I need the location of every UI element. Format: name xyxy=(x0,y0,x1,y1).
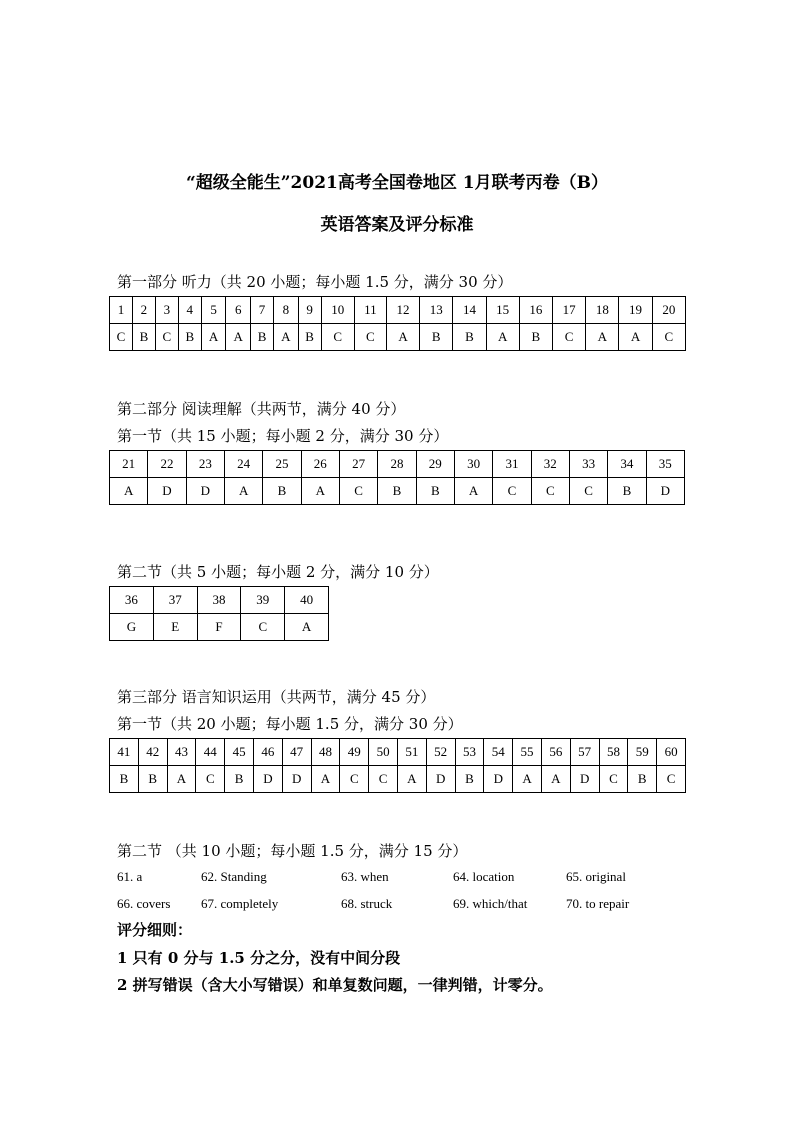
question-number: 34 xyxy=(608,451,646,478)
answer-cell: C xyxy=(553,324,586,351)
answer-cell: A xyxy=(619,324,652,351)
part1-heading: 第一部分 听力（共 20 小题；每小题 1.5 分，满分 30 分） xyxy=(117,273,513,291)
answer-cell: A xyxy=(224,478,262,505)
answer-cell: B xyxy=(298,324,321,351)
question-number: 29 xyxy=(416,451,454,478)
part2-section1-heading: 第一节（共 15 小题；每小题 2 分，满分 30 分） xyxy=(117,427,449,445)
answer-cell: B xyxy=(225,766,254,793)
question-number: 44 xyxy=(196,739,225,766)
fill-in-answer: 65. original xyxy=(566,869,626,884)
answer-cell: B xyxy=(420,324,453,351)
question-number: 8 xyxy=(274,297,299,324)
question-number: 17 xyxy=(553,297,586,324)
question-number: 49 xyxy=(340,739,369,766)
part2-section2-heading: 第二节（共 5 小题；每小题 2 分，满分 10 分） xyxy=(117,563,439,581)
answer-cell: C xyxy=(569,478,607,505)
table-row-numbers xyxy=(110,739,686,766)
question-number: 27 xyxy=(339,451,377,478)
answer-cell: A xyxy=(386,324,419,351)
question-number: 11 xyxy=(354,297,386,324)
answer-cell: A xyxy=(274,324,299,351)
answer-cell: C xyxy=(340,766,369,793)
answer-cell: D xyxy=(646,478,684,505)
question-number: 25 xyxy=(263,451,301,478)
question-number: 14 xyxy=(453,297,486,324)
fill-in-answer: 63. when xyxy=(341,869,389,884)
question-number: 47 xyxy=(282,739,311,766)
answer-cell: D xyxy=(148,478,186,505)
question-number: 31 xyxy=(493,451,531,478)
answer-cell: A xyxy=(311,766,340,793)
question-number: 12 xyxy=(386,297,419,324)
answer-cell: A xyxy=(167,766,196,793)
question-number: 39 xyxy=(241,587,285,614)
part2-section1-answer-table xyxy=(109,450,685,505)
table-row-numbers xyxy=(110,451,685,478)
question-number: 6 xyxy=(226,297,251,324)
answer-cell: B xyxy=(138,766,167,793)
fill-in-answer: 64. location xyxy=(453,869,515,884)
question-number: 38 xyxy=(197,587,241,614)
part3-section1-answer-table xyxy=(109,738,686,793)
fill-in-answer: 61. a xyxy=(117,869,143,884)
question-number: 20 xyxy=(652,297,685,324)
answer-cell: B xyxy=(110,766,139,793)
table-row-answers xyxy=(110,478,685,505)
rule-item: 2 拼写错误（含大小写错误）和单复数问题，一律判错，计零分。 xyxy=(117,976,553,994)
answer-cell: A xyxy=(513,766,542,793)
answer-cell: D xyxy=(282,766,311,793)
answer-cell: B xyxy=(378,478,416,505)
answer-cell: C xyxy=(652,324,685,351)
question-number: 57 xyxy=(570,739,599,766)
answer-cell: A xyxy=(397,766,426,793)
question-number: 51 xyxy=(397,739,426,766)
question-number: 48 xyxy=(311,739,340,766)
answer-cell: C xyxy=(354,324,386,351)
answer-cell: D xyxy=(484,766,513,793)
answer-cell: B xyxy=(608,478,646,505)
question-number: 54 xyxy=(484,739,513,766)
question-number: 60 xyxy=(657,739,686,766)
question-number: 46 xyxy=(253,739,282,766)
question-number: 37 xyxy=(153,587,197,614)
question-number: 33 xyxy=(569,451,607,478)
fill-in-answer: 70. to repair xyxy=(566,896,630,911)
rules-heading: 评分细则： xyxy=(117,921,193,939)
answer-cell: C xyxy=(241,614,285,641)
table-row-answers xyxy=(110,766,686,793)
answer-cell: C xyxy=(155,324,178,351)
question-number: 15 xyxy=(486,297,519,324)
document-subtitle: 英语答案及评分标准 xyxy=(320,215,474,235)
question-number: 1 xyxy=(110,297,133,324)
question-number: 40 xyxy=(285,587,329,614)
question-number: 58 xyxy=(599,739,628,766)
table-row-answers xyxy=(110,614,329,641)
fill-in-answer: 62. Standing xyxy=(201,869,267,884)
part2-heading: 第二部分 阅读理解（共两节，满分 40 分） xyxy=(117,400,406,418)
question-number: 5 xyxy=(201,297,226,324)
question-number: 2 xyxy=(132,297,155,324)
answer-cell: A xyxy=(454,478,492,505)
question-number: 3 xyxy=(155,297,178,324)
table-row-numbers xyxy=(110,587,329,614)
question-number: 22 xyxy=(148,451,186,478)
answer-cell: C xyxy=(657,766,686,793)
question-number: 42 xyxy=(138,739,167,766)
answer-cell: C xyxy=(321,324,354,351)
table-row-answers xyxy=(110,324,686,351)
question-number: 59 xyxy=(628,739,657,766)
part2-section2-answer-table xyxy=(109,586,329,641)
answer-cell: A xyxy=(110,478,148,505)
question-number: 19 xyxy=(619,297,652,324)
answer-cell: E xyxy=(153,614,197,641)
answer-cell: B xyxy=(263,478,301,505)
answer-cell: G xyxy=(110,614,154,641)
answer-cell: C xyxy=(531,478,569,505)
question-number: 7 xyxy=(251,297,274,324)
question-number: 21 xyxy=(110,451,148,478)
table-row-numbers xyxy=(110,297,686,324)
question-number: 50 xyxy=(369,739,398,766)
question-number: 35 xyxy=(646,451,684,478)
answer-cell: A xyxy=(586,324,619,351)
question-number: 4 xyxy=(178,297,201,324)
rule-item: 1 只有 0 分与 1.5 分之分，没有中间分段 xyxy=(117,949,401,967)
answer-cell: D xyxy=(253,766,282,793)
fill-in-row xyxy=(117,869,657,889)
answer-cell: A xyxy=(285,614,329,641)
answer-cell: D xyxy=(426,766,455,793)
answer-cell: F xyxy=(197,614,241,641)
question-number: 41 xyxy=(110,739,139,766)
question-number: 43 xyxy=(167,739,196,766)
part3-section1-heading: 第一节（共 20 小题；每小题 1.5 分，满分 30 分） xyxy=(117,715,463,733)
answer-cell: A xyxy=(541,766,570,793)
answer-cell: B xyxy=(251,324,274,351)
answer-cell: C xyxy=(110,324,133,351)
question-number: 56 xyxy=(541,739,570,766)
answer-cell: C xyxy=(369,766,398,793)
answer-cell: C xyxy=(599,766,628,793)
answer-cell: A xyxy=(201,324,226,351)
answer-cell: B xyxy=(453,324,486,351)
fill-in-answer: 69. which/that xyxy=(453,896,528,911)
question-number: 26 xyxy=(301,451,339,478)
answer-cell: D xyxy=(570,766,599,793)
fill-in-answer: 66. covers xyxy=(117,896,171,911)
question-number: 53 xyxy=(455,739,484,766)
question-number: 52 xyxy=(426,739,455,766)
answer-cell: D xyxy=(186,478,224,505)
answer-cell: B xyxy=(416,478,454,505)
answer-cell: A xyxy=(226,324,251,351)
answer-cell: B xyxy=(132,324,155,351)
question-number: 24 xyxy=(224,451,262,478)
document-title: “超级全能生”2021高考全国卷地区 1月联考丙卷（B） xyxy=(186,173,608,193)
question-number: 30 xyxy=(454,451,492,478)
question-number: 10 xyxy=(321,297,354,324)
question-number: 18 xyxy=(586,297,619,324)
fill-in-answer: 68. struck xyxy=(341,896,393,911)
answer-cell: C xyxy=(493,478,531,505)
question-number: 23 xyxy=(186,451,224,478)
question-number: 55 xyxy=(513,739,542,766)
answer-cell: B xyxy=(628,766,657,793)
part1-answer-table xyxy=(109,296,686,351)
question-number: 16 xyxy=(519,297,552,324)
answer-cell: B xyxy=(519,324,552,351)
question-number: 9 xyxy=(298,297,321,324)
question-number: 36 xyxy=(110,587,154,614)
fill-in-answer: 67. completely xyxy=(201,896,279,911)
question-number: 13 xyxy=(420,297,453,324)
answer-cell: B xyxy=(455,766,484,793)
question-number: 45 xyxy=(225,739,254,766)
answer-cell: C xyxy=(196,766,225,793)
answer-cell: B xyxy=(178,324,201,351)
part3-heading: 第三部分 语言知识运用（共两节，满分 45 分） xyxy=(117,688,436,706)
question-number: 32 xyxy=(531,451,569,478)
answer-cell: C xyxy=(339,478,377,505)
part3-section2-heading: 第二节 （共 10 小题；每小题 1.5 分，满分 15 分） xyxy=(117,842,468,860)
question-number: 28 xyxy=(378,451,416,478)
fill-in-row xyxy=(117,896,657,916)
answer-cell: A xyxy=(486,324,519,351)
answer-cell: A xyxy=(301,478,339,505)
